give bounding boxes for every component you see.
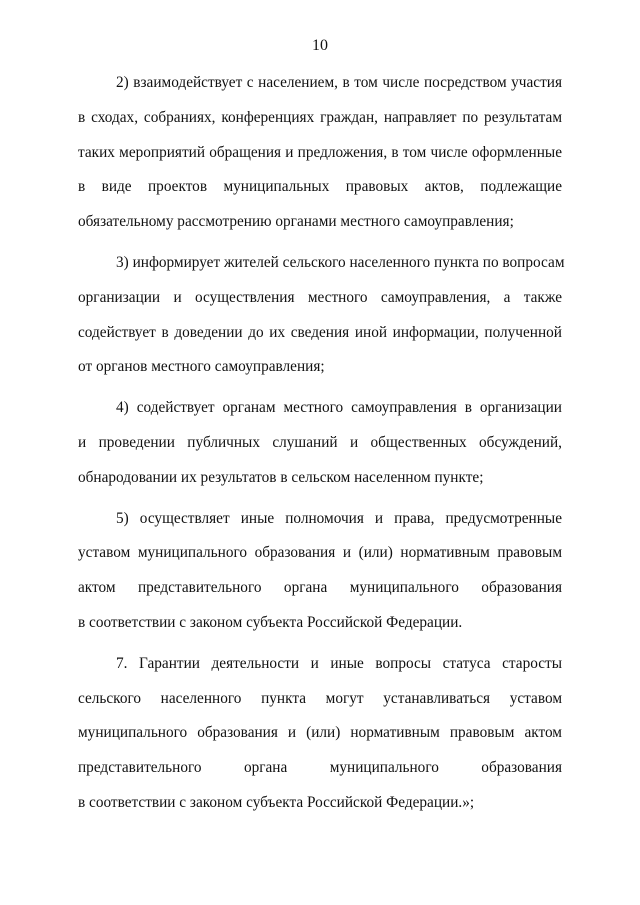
paragraph-item-3 (78, 246, 565, 385)
paragraph-item-4 (78, 391, 562, 495)
paragraph-item-2 (78, 66, 562, 240)
page-number: 10 (312, 37, 328, 54)
text-line: от органов местного самоуправления; (78, 358, 325, 376)
text-line: сельского населенного пункта могут устанавливаться уставом (78, 689, 562, 707)
text-line: 4) содействует органам местного самоуправления в организации (116, 399, 562, 417)
text-line: муниципального образования и (или) нормативным правовым актом (78, 724, 562, 742)
text-line: и проведении публичных слушаний и общественных обсуждений, (78, 433, 562, 451)
text-line: в соответствии с законом субъекта Российской Федерации.»; (78, 793, 475, 811)
document-body (78, 66, 565, 827)
text-line: содействует в доведении до их сведения иной информации, полученной (78, 323, 562, 341)
text-line: обязательному рассмотрению органами местного самоуправления; (78, 213, 514, 231)
text-line: в сходах, собраниях, конференциях граждан, направляет по результатам (78, 108, 562, 126)
text-line: актом представительного органа муниципального образования (78, 579, 562, 597)
text-line: 2) взаимодействует с населением, в том числе посредством участия (116, 74, 562, 91)
text-line: обнародовании их результатов в сельском населенном пункте; (78, 468, 484, 486)
paragraph-item-5 (78, 502, 562, 641)
text-line: организации и осуществления местного самоуправления, а также (78, 288, 562, 306)
paragraph-item-7 (78, 647, 562, 821)
text-line: в соответствии с законом субъекта Российской Федерации. (78, 613, 463, 631)
text-line: 5) осуществляет иные полномочия и права, предусмотренные (116, 509, 562, 527)
text-line: 7. Гарантии деятельности и иные вопросы статуса старосты (116, 654, 562, 672)
text-line: представительного органа муниципального образования (78, 759, 562, 777)
text-line: 3) информирует жителей сельского населенного пункта по вопросам (116, 253, 565, 271)
text-line: уставом муниципального образования и (или) нормативным правовым (78, 544, 562, 562)
text-line: в виде проектов муниципальных правовых актов, подлежащие (78, 178, 562, 196)
text-line: таких мероприятий обращения и предложения, в том числе оформленные (78, 143, 562, 161)
